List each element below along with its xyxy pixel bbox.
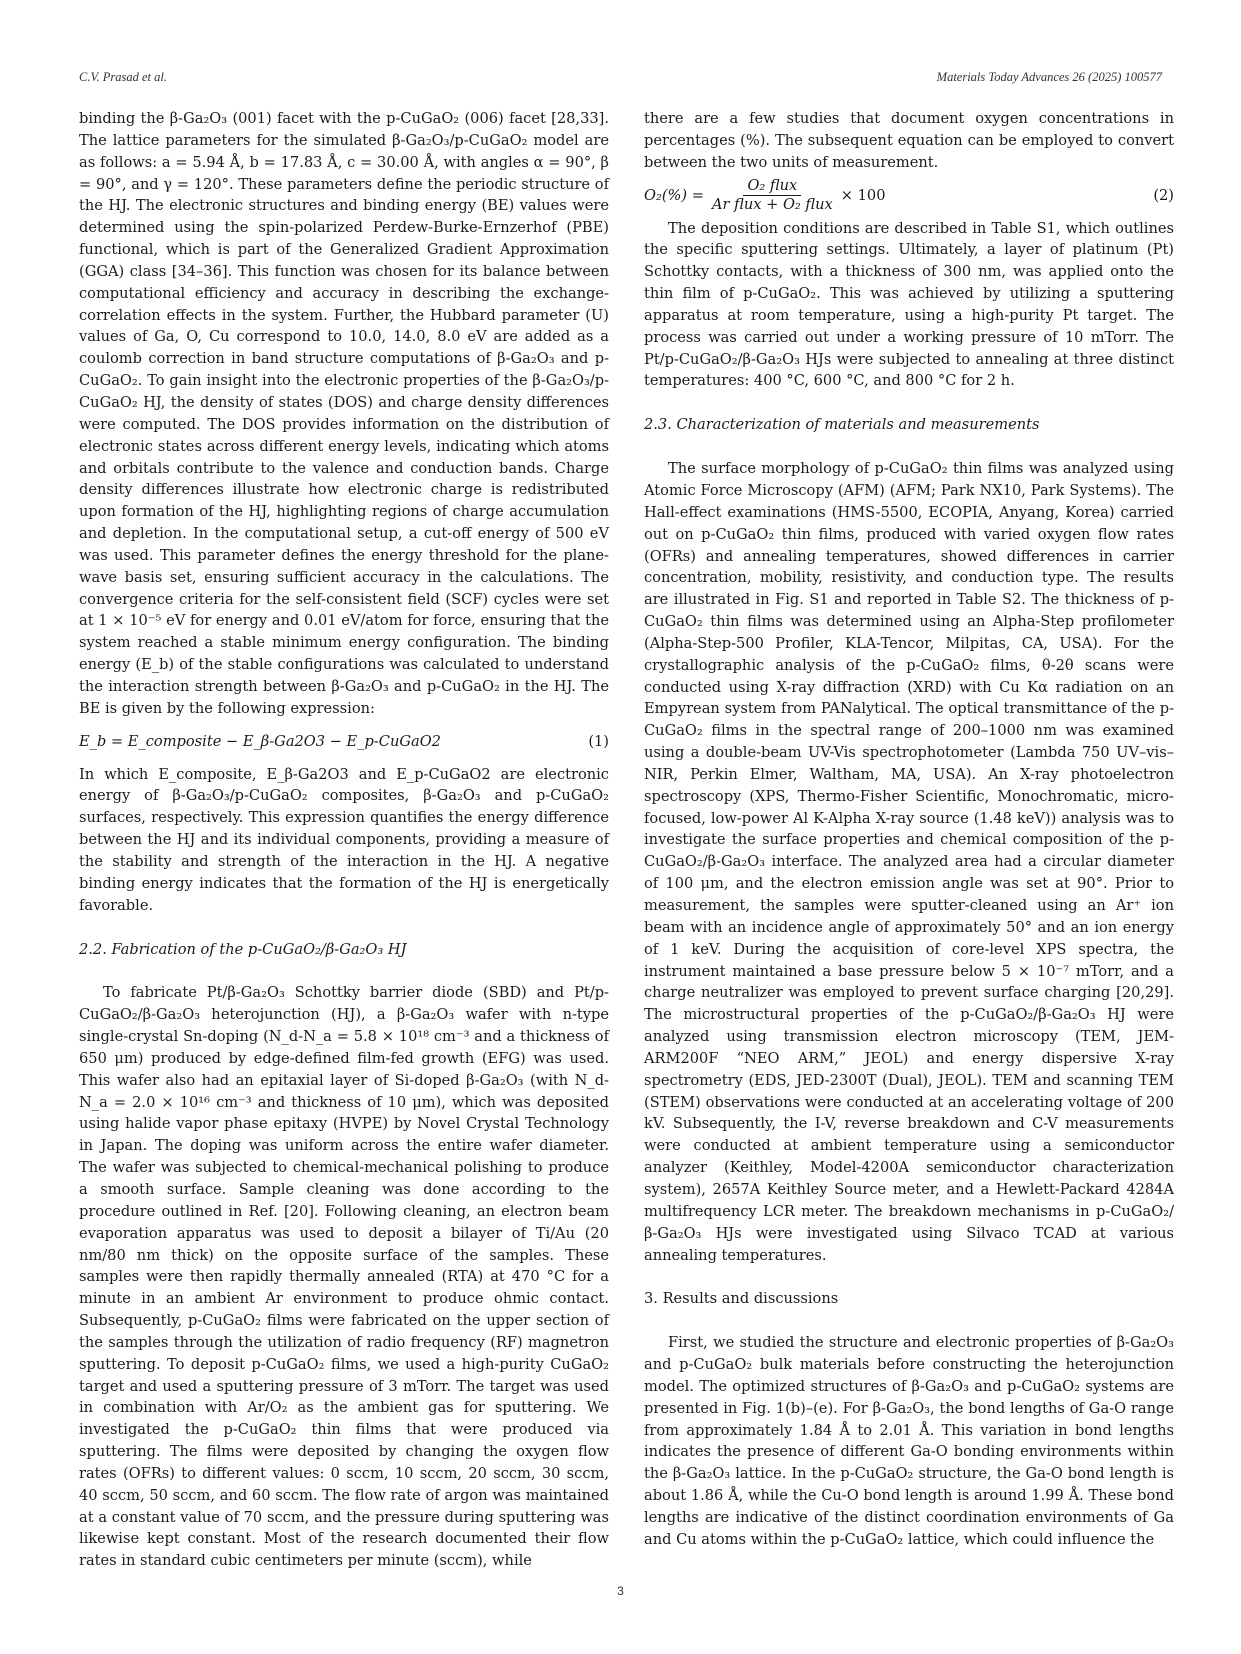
section-heading-2-3: 2.3. Characterization of materials and measurements xyxy=(644,416,1040,434)
equation-1 xyxy=(79,720,609,764)
left-column xyxy=(79,108,609,1572)
paragraph: In which E_composite, E_β-Ga2O3 and E_p-CuGaO2 are electronic energy of β-Ga₂O₃/p-CuGaO₂ composites, β-Ga₂O₃ and p-CuGaO₂ surfaces, respectively. This expression quantifies the energy difference between the HJ and its individual components, providing a measure of the stability and strength of the interaction in the HJ. A negative binding energy indicates that the formation of the HJ is energetically favorable. xyxy=(79,765,609,914)
running-header-authors: C.V. Prasad et al. xyxy=(79,70,167,84)
right-column xyxy=(644,108,1174,1551)
equation-2-number: (2) xyxy=(1153,186,1174,204)
equation-1-number: (1) xyxy=(588,732,609,750)
equation-2-numerator: O₂ flux xyxy=(743,177,801,196)
paragraph: The deposition conditions are described in Table S1, which outlines the specific sputtering settings. Ultimately, a layer of platinum (Pt) Schottky contacts, with a thickness of 300 nm, was applied onto the thin film of p-CuGaO₂. This was achieved by utilizing a sputtering apparatus at room temperature, using a high-purity Pt target. The process was carried out under a working pressure of 10 mTorr. The Pt/p-CuGaO₂/β-Ga₂O₃ HJs were subjected to annealing at three distinct temperatures: 400 °C, 600 °C, and 800 °C for 2 h. xyxy=(644,219,1174,390)
paragraph: there are a few studies that document oxygen concentrations in percentages (%). The subsequent equation can be employed to convert between the two units of measurement. xyxy=(644,110,1174,171)
paragraph: To fabricate Pt/β-Ga₂O₃ Schottky barrier diode (SBD) and Pt/p-CuGaO₂/β-Ga₂O₃ heterojunction (HJ), a β-Ga₂O₃ wafer with n-type single-crystal Sn-doping (N_d-N_a = 5.8 × 10¹⁸ cm⁻³ and a thickness of 650 μm) produced by edge-defined film-fed growth (EFG) was used. This wafer also had an epitaxial layer of Si-doped β-Ga₂O₃ (with N_d-N_a = 2.0 × 10¹⁶ cm⁻³ and thickness of 10 μm), which was deposited using halide vapor phase epitaxy (HVPE) by Novel Crystal Technology in Japan. The doping was uniform across the entire wafer diameter. The wafer was subjected to chemical-mechanical polishing to produce a smooth surface. Sample cleaning was done according to the procedure outlined in Ref. [20]. Following cleaning, an electron beam evaporation apparatus was used to deposit a bilayer of Ti/Au (20 nm/80 nm thick) on the opposite surface of the samples. These samples were then rapidly thermally annealed (RTA) at 470 °C for a minute in an ambient Ar environment to produce ohmic contact. Subsequently, p-CuGaO₂ films were fabricated on the upper section of the samples through the utilization of radio frequency (RF) magnetron sputtering. To deposit p-CuGaO₂ films, we used a high-purity CuGaO₂ target and used a sputtering pressure of 3 mTorr. The target was used in combination with Ar/O₂ as the ambient gas for sputtering. We investigated the p-CuGaO₂ thin films that were produced via sputtering. The films were deposited by changing the oxygen flow rates (OFRs) to different values: 0 sccm, 10 sccm, 20 sccm, 30 sccm, 40 sccm, 50 sccm, and 60 sccm. The flow rate of argon was maintained at a constant value of 70 sccm, and the pressure during sputtering was likewise kept constant. Most of the research documented their flow rates in standard cubic centimeters per minute (sccm), while xyxy=(79,984,609,1570)
equation-2-fraction xyxy=(708,177,837,214)
equation-2-denominator: Ar flux + O₂ flux xyxy=(711,196,833,214)
section-heading-3: 3. Results and discussions xyxy=(644,1290,839,1308)
paragraph: binding the β-Ga₂O₃ (001) facet with the p-CuGaO₂ (006) facet [28,33]. The lattice parameters for the simulated β-Ga₂O₃/p-CuGaO₂ model are as follows: a = 5.94 Å, b = 17.83 Å, c = 30.00 Å, with angles α = 90°, β = 90°, and γ = 120°. These parameters define the periodic structure of the HJ. The electronic structures and binding energy (BE) values were determined using the spin-polarized Perdew-Burke-Ernzerhof (PBE) functional, which is part of the Generalized Gradient Approximation (GGA) class [34–36]. This function was chosen for its balance between computational efficiency and accuracy in describing the exchange-correlation effects in the system. Further, the Hubbard parameter (U) values of Ga, O, Cu correspond to 10.0, 14.0, 8.0 eV are added as a coulomb correction in band structure computations of β-Ga₂O₃ and p-CuGaO₂. To gain insight into the electronic properties of the β-Ga₂O₃/p-CuGaO₂ HJ, the density of states (DOS) and charge density differences were computed. The DOS provides information on the distribution of electronic states across different energy levels, indicating which atoms and orbitals contribute to the valence and conduction bands. Charge density differences illustrate how electronic charge is redistributed upon formation of the HJ, highlighting regions of charge accumulation and depletion. In the computational setup, a cut-off energy of 500 eV was used. This parameter defines the energy threshold for the plane-wave basis set, ensuring sufficient accuracy in the calculations. The convergence criteria for the self-consistent field (SCF) cycles were set at 1 × 10⁻⁵ eV for energy and 0.01 eV/atom for force, ensuring that the system reached a stable minimum energy configuration. The binding energy (E_b) of the stable configurations was calculated to understand the interaction strength between β-Ga₂O₃ and p-CuGaO₂ in the HJ. The BE is given by the following expression: xyxy=(79,110,609,717)
section-heading-2-2: 2.2. Fabrication of the p-CuGaO₂/β-Ga₂O₃ HJ xyxy=(79,940,407,958)
paragraph: The surface morphology of p-CuGaO₂ thin films was analyzed using Atomic Force Microscopy (AFM) (AFM; Park NX10, Park Systems). The Hall-effect examinations (HMS-5500, ECOPIA, Anyang, Korea) carried out on p-CuGaO₂ thin films, produced with varied oxygen flow rates (OFRs) and annealing temperatures, showed differences in carrier concentration, mobility, resistivity, and conduction type. The results are illustrated in Fig. S1 and reported in Table S2. The thickness of p-CuGaO₂ thin films was determined using an Alpha-Step profilometer (Alpha-Step-500 Profiler, KLA-Tencor, Milpitas, CA, USA). For the crystallographic analysis of the p-CuGaO₂ films, θ-2θ scans were conducted using X-ray diffraction (XRD) with Cu Kα radiation on an Empyrean system from PANalytical. The optical transmittance of the p-CuGaO₂ films in the spectral range of 200–1000 nm was examined using a double-beam UV-Vis spectrophotometer (Lambda 750 UV–vis–NIR, Perkin Elmer, Waltham, MA, USA). An X-ray photoelectron spectroscopy (XPS, Thermo-Fisher Scientific, Monochromatic, micro-focused, low-power Al K-Alpha X-ray source (1.48 keV)) analysis was to investigate the surface properties and chemical composition of the p-CuGaO₂/β-Ga₂O₃ interface. The analyzed area had a circular diameter of 100 μm, and the electron emission angle was set at 90°. Prior to measurement, the samples were sputter-cleaned using an Ar⁺ ion beam with an incidence angle of approximately 50° and an ion energy of 1 keV. During the acquisition of core-level XPS spectra, the instrument maintained a base pressure below 5 × 10⁻⁷ mTorr, and a charge neutralizer was employed to prevent surface charging [20,29]. The microstructural properties of the p-CuGaO₂/β-Ga₂O₃ HJ were analyzed using transmission electron microscopy (TEM, JEM-ARM200F “NEO ARM,” JEOL) and energy dispersive X-ray spectrometry (EDS, JED-2300T (Dual), JEOL). TEM and scanning TEM (STEM) observations were conducted at an accelerating voltage of 200 kV. Subsequently, the I-V, reverse breakdown and C-V measurements were conducted at ambient temperature using a semiconductor analyzer (Keithley, Model-4200A semiconductor characterization system), 2657A Keithley Source meter, and a Hewlett-Packard 4284A multifrequency LCR meter. The breakdown mechanisms in p-CuGaO₂/β-Ga₂O₃ HJs were investigated using Silvaco TCAD at various annealing temperatures. xyxy=(644,460,1174,1264)
running-header-journal: Materials Today Advances 26 (2025) 100577 xyxy=(936,70,1162,84)
page-number: 3 xyxy=(617,1584,624,1598)
paragraph: First, we studied the structure and electronic properties of β-Ga₂O₃ and p-CuGaO₂ bulk materials before constructing the heterojunction model. The optimized structures of β-Ga₂O₃ and p-CuGaO₂ systems are presented in Fig. 1(b)–(e). For β-Ga₂O₃, the bond lengths of Ga-O range from approximately 1.84 Å to 2.01 Å. This variation in bond lengths indicates the presence of different Ga-O bonding environments within the β-Ga₂O₃ lattice. In the p-CuGaO₂ structure, the Ga-O bond length is about 1.86 Å, while the Cu-O bond length is around 1.99 Å. These bond lengths are indicative of the distinct coordination environments of Ga and Cu atoms within the p-CuGaO₂ lattice, which could influence the xyxy=(644,1334,1174,1548)
equation-2 xyxy=(644,174,1174,218)
equation-2-lhs: O₂(%) = xyxy=(644,186,704,204)
equation-1-expression: E_b = E_composite − E_β-Ga2O3 − E_p-CuGaO2 xyxy=(79,732,441,750)
equation-2-tail: × 100 xyxy=(840,186,886,204)
